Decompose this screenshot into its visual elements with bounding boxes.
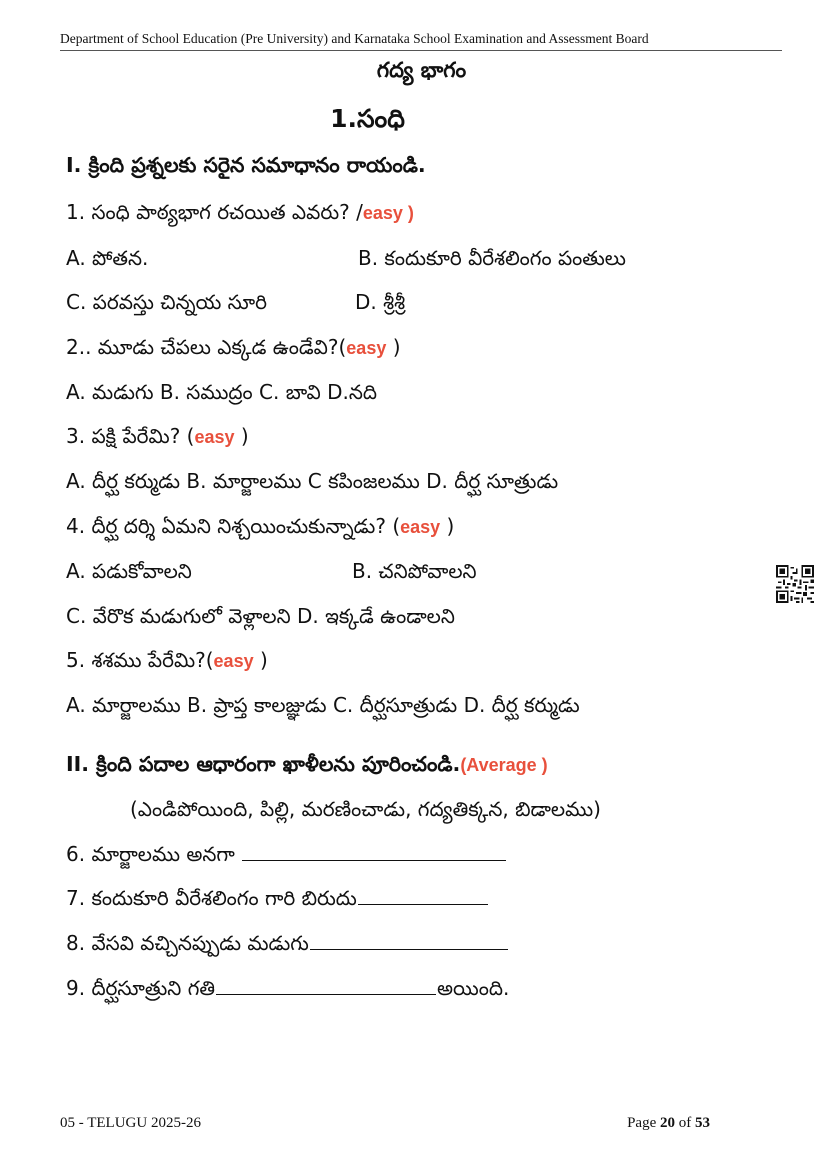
difficulty-label: easy xyxy=(400,517,441,537)
fill-item-6 xyxy=(66,842,507,871)
answer-blank[interactable] xyxy=(358,886,488,905)
fill-text: 6. మార్జాలము అనగా xyxy=(66,842,242,866)
difficulty-label: easy xyxy=(194,427,235,447)
option-a: A. పడుకోవాలని xyxy=(66,559,192,583)
question-text: 5. శశము పేరేమి?( xyxy=(66,648,214,672)
answer-blank[interactable] xyxy=(242,842,506,861)
option-d: D. శ్రీశ్రీ xyxy=(355,290,406,314)
page-header: Department of School Education (Pre University) and Karnataka School Examination and Assessment Board xyxy=(60,31,782,51)
answer-blank[interactable] xyxy=(310,931,508,950)
fill-item-7 xyxy=(66,886,489,915)
word-bank: (ఎండిపోయింది, పిల్లి, మరణించాడు, గద్యతిక్కన, బిడాలము) xyxy=(130,797,601,821)
fill-text: 8. వేసవి వచ్చినప్పుడు మడుగు xyxy=(66,931,309,955)
difficulty-label: easy xyxy=(346,338,387,358)
option-b: B. చనిపోవాలని xyxy=(352,559,477,583)
footer-subject: 05 - TELUGU 2025-26 xyxy=(60,1115,201,1131)
lesson-title: 1.సంధి xyxy=(330,104,405,133)
option-a: A. పోతన. xyxy=(66,246,149,270)
question-2 xyxy=(66,335,401,364)
fill-text-after: అయింది. xyxy=(437,976,510,1000)
fill-text: 7. కందుకూరి వీరేశలింగం గారి బిరుదు xyxy=(66,886,357,910)
fill-item-8 xyxy=(66,931,509,960)
page-of: of xyxy=(675,1115,695,1131)
part1-heading: I. క్రింది ప్రశ్నలకు సరైన సమాధానం రాయండి. xyxy=(66,153,426,177)
option-b: B. కందుకూరి వీరేశలింగం పంతులు xyxy=(358,246,626,270)
question-text: 2.. మూడు చేపలు ఎక్కడ ఉండేవి?( xyxy=(66,335,347,359)
question-text: 3. పక్షి పేరేమి? ( xyxy=(66,424,195,448)
part2-heading: II. క్రింది పదాల ఆధారంగా ఖాళీలను పూరించండి. xyxy=(66,752,461,776)
page-number xyxy=(627,1115,710,1132)
fill-text: 9. దీర్ఘసూత్రుని గతి xyxy=(66,976,215,1000)
question-3 xyxy=(66,424,249,453)
page-total: 53 xyxy=(695,1115,710,1131)
question-tail: ) xyxy=(440,514,455,538)
question-4 xyxy=(66,514,454,543)
question-text: 4. దీర్ఘ దర్శి ఏమని నిశ్చయించుకున్నాడు? ( xyxy=(66,514,401,538)
question-tail: ) xyxy=(234,424,249,448)
fill-item-9 xyxy=(66,976,509,1005)
options-line: A. దీర్ఘ కర్ముడు B. మార్జాలము C కపింజలము D. దీర్ఘ సూత్రుడు xyxy=(66,469,559,493)
difficulty-label: easy ) xyxy=(362,203,414,223)
options-line: A. మడుగు B. సముద్రం C. బావి D.నది xyxy=(66,380,378,404)
options-line: C. వేరొక మడుగులో వెళ్లాలని D. ఇక్కడే ఉండాలని xyxy=(66,604,455,628)
page-prefix: Page xyxy=(627,1115,660,1131)
option-c: C. పరవస్తు చిన్నయ సూరి xyxy=(66,290,267,314)
answer-blank[interactable] xyxy=(216,976,436,995)
question-1 xyxy=(66,200,414,229)
question-5 xyxy=(66,648,268,677)
part2-heading-line xyxy=(66,752,548,781)
question-text: 1. సంధి పాఠ్యభాగ రచయిత ఎవరు? / xyxy=(66,200,363,224)
options-line: A. మార్జాలము B. ప్రాప్త కాలజ్ఞుడు C. దీర్ఘసూత్రుడు D. దీర్ఘ కర్ముడు xyxy=(66,693,580,717)
question-tail: ) xyxy=(386,335,401,359)
question-tail: ) xyxy=(253,648,268,672)
difficulty-label: (Average ) xyxy=(460,755,548,775)
difficulty-label: easy xyxy=(213,651,254,671)
qr-code-icon xyxy=(776,565,814,603)
section-title: గద్య భాగం xyxy=(376,58,467,82)
page-current: 20 xyxy=(660,1115,675,1131)
